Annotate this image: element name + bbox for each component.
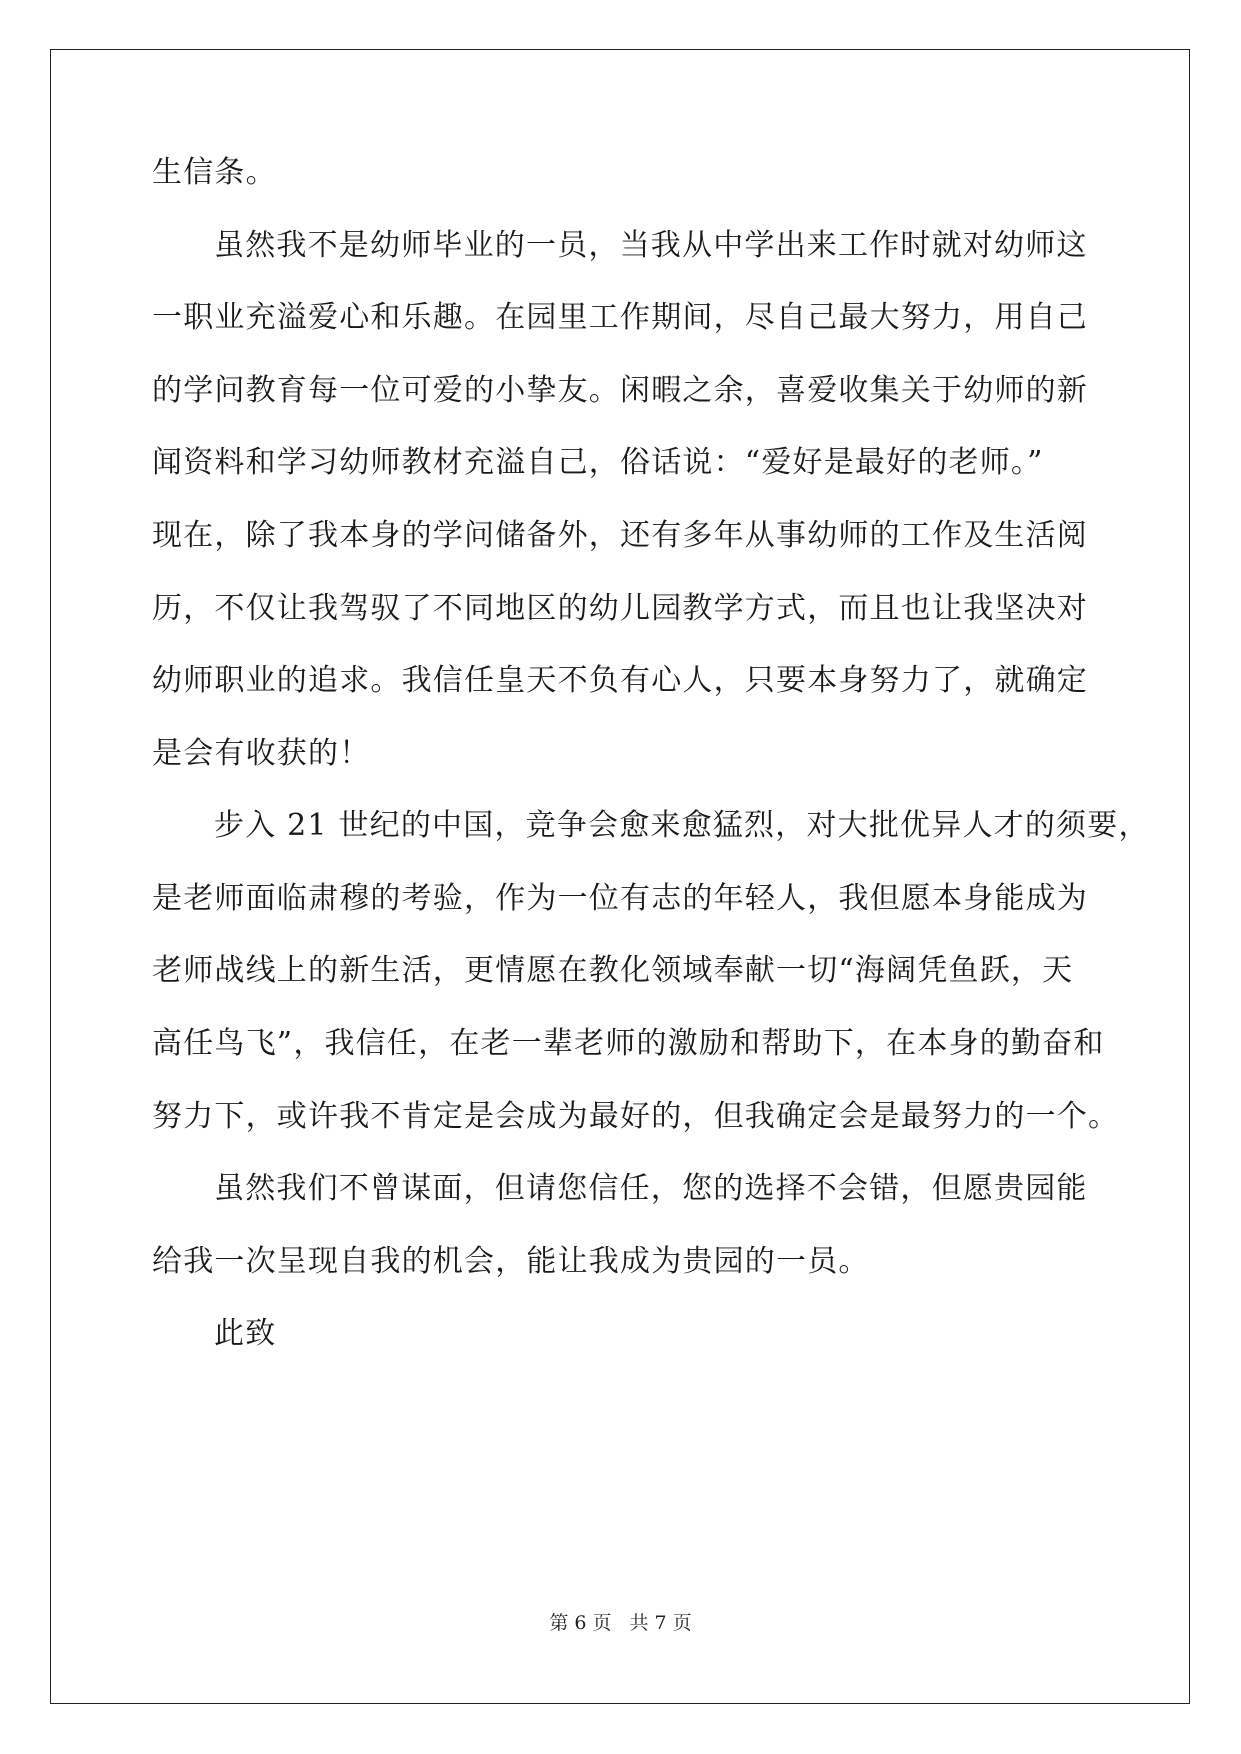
body-line: 历，不仅让我驾驭了不同地区的幼儿园教学方式，而且也让我坚决对 bbox=[152, 591, 1088, 626]
body-line: 的学问教育每一位可爱的小挚友。闲暇之余，喜爱收集关于幼师的新 bbox=[152, 373, 1088, 408]
page-number-current: 第 6 页 bbox=[549, 1612, 612, 1634]
body-line: 虽然我不是幼师毕业的一员，当我从中学出来工作时就对幼师这 bbox=[214, 228, 1088, 263]
body-line: 是老师面临肃穆的考验，作为一位有志的年轻人，我但愿本身能成为 bbox=[152, 881, 1088, 916]
body-line: 虽然我们不曾谋面，但请您信任，您的选择不会错，但愿贵园能 bbox=[214, 1171, 1088, 1206]
body-line: 一职业充溢爱心和乐趣。在园里工作期间，尽自己最大努力，用自己 bbox=[152, 300, 1088, 335]
body-line: 幼师职业的追求。我信任皇天不负有心人，只要本身努力了，就确定 bbox=[152, 663, 1088, 698]
body-line: 生信条。 bbox=[152, 155, 277, 190]
body-line: 给我一次呈现自我的机会，能让我成为贵园的一员。 bbox=[152, 1244, 870, 1279]
body-line: 步入 21 世纪的中国，竞争会愈来愈猛烈，对大批优异人才的须要， bbox=[214, 808, 1150, 843]
page-number-total: 共 7 页 bbox=[629, 1612, 692, 1634]
page-footer bbox=[0, 1611, 1241, 1635]
body-line: 老师战线上的新生活，更情愿在教化领域奉献一切“海阔凭鱼跃，天 bbox=[152, 953, 1074, 988]
body-line: 是会有收获的！ bbox=[152, 736, 371, 771]
body-line: 努力下，或许我不肯定是会成为最好的，但我确定会是最努力的一个。 bbox=[152, 1099, 1120, 1134]
body-line: 高任鸟飞”，我信任，在老一辈老师的激励和帮助下，在本身的勤奋和 bbox=[152, 1026, 1105, 1061]
body-line: 闻资料和学习幼师教材充溢自己，俗话说：“爱好是最好的老师。” bbox=[152, 445, 1044, 480]
closing-salutation: 此致 bbox=[214, 1316, 277, 1351]
body-line: 现在，除了我本身的学问储备外，还有多年从事幼师的工作及生活阅 bbox=[152, 518, 1088, 553]
